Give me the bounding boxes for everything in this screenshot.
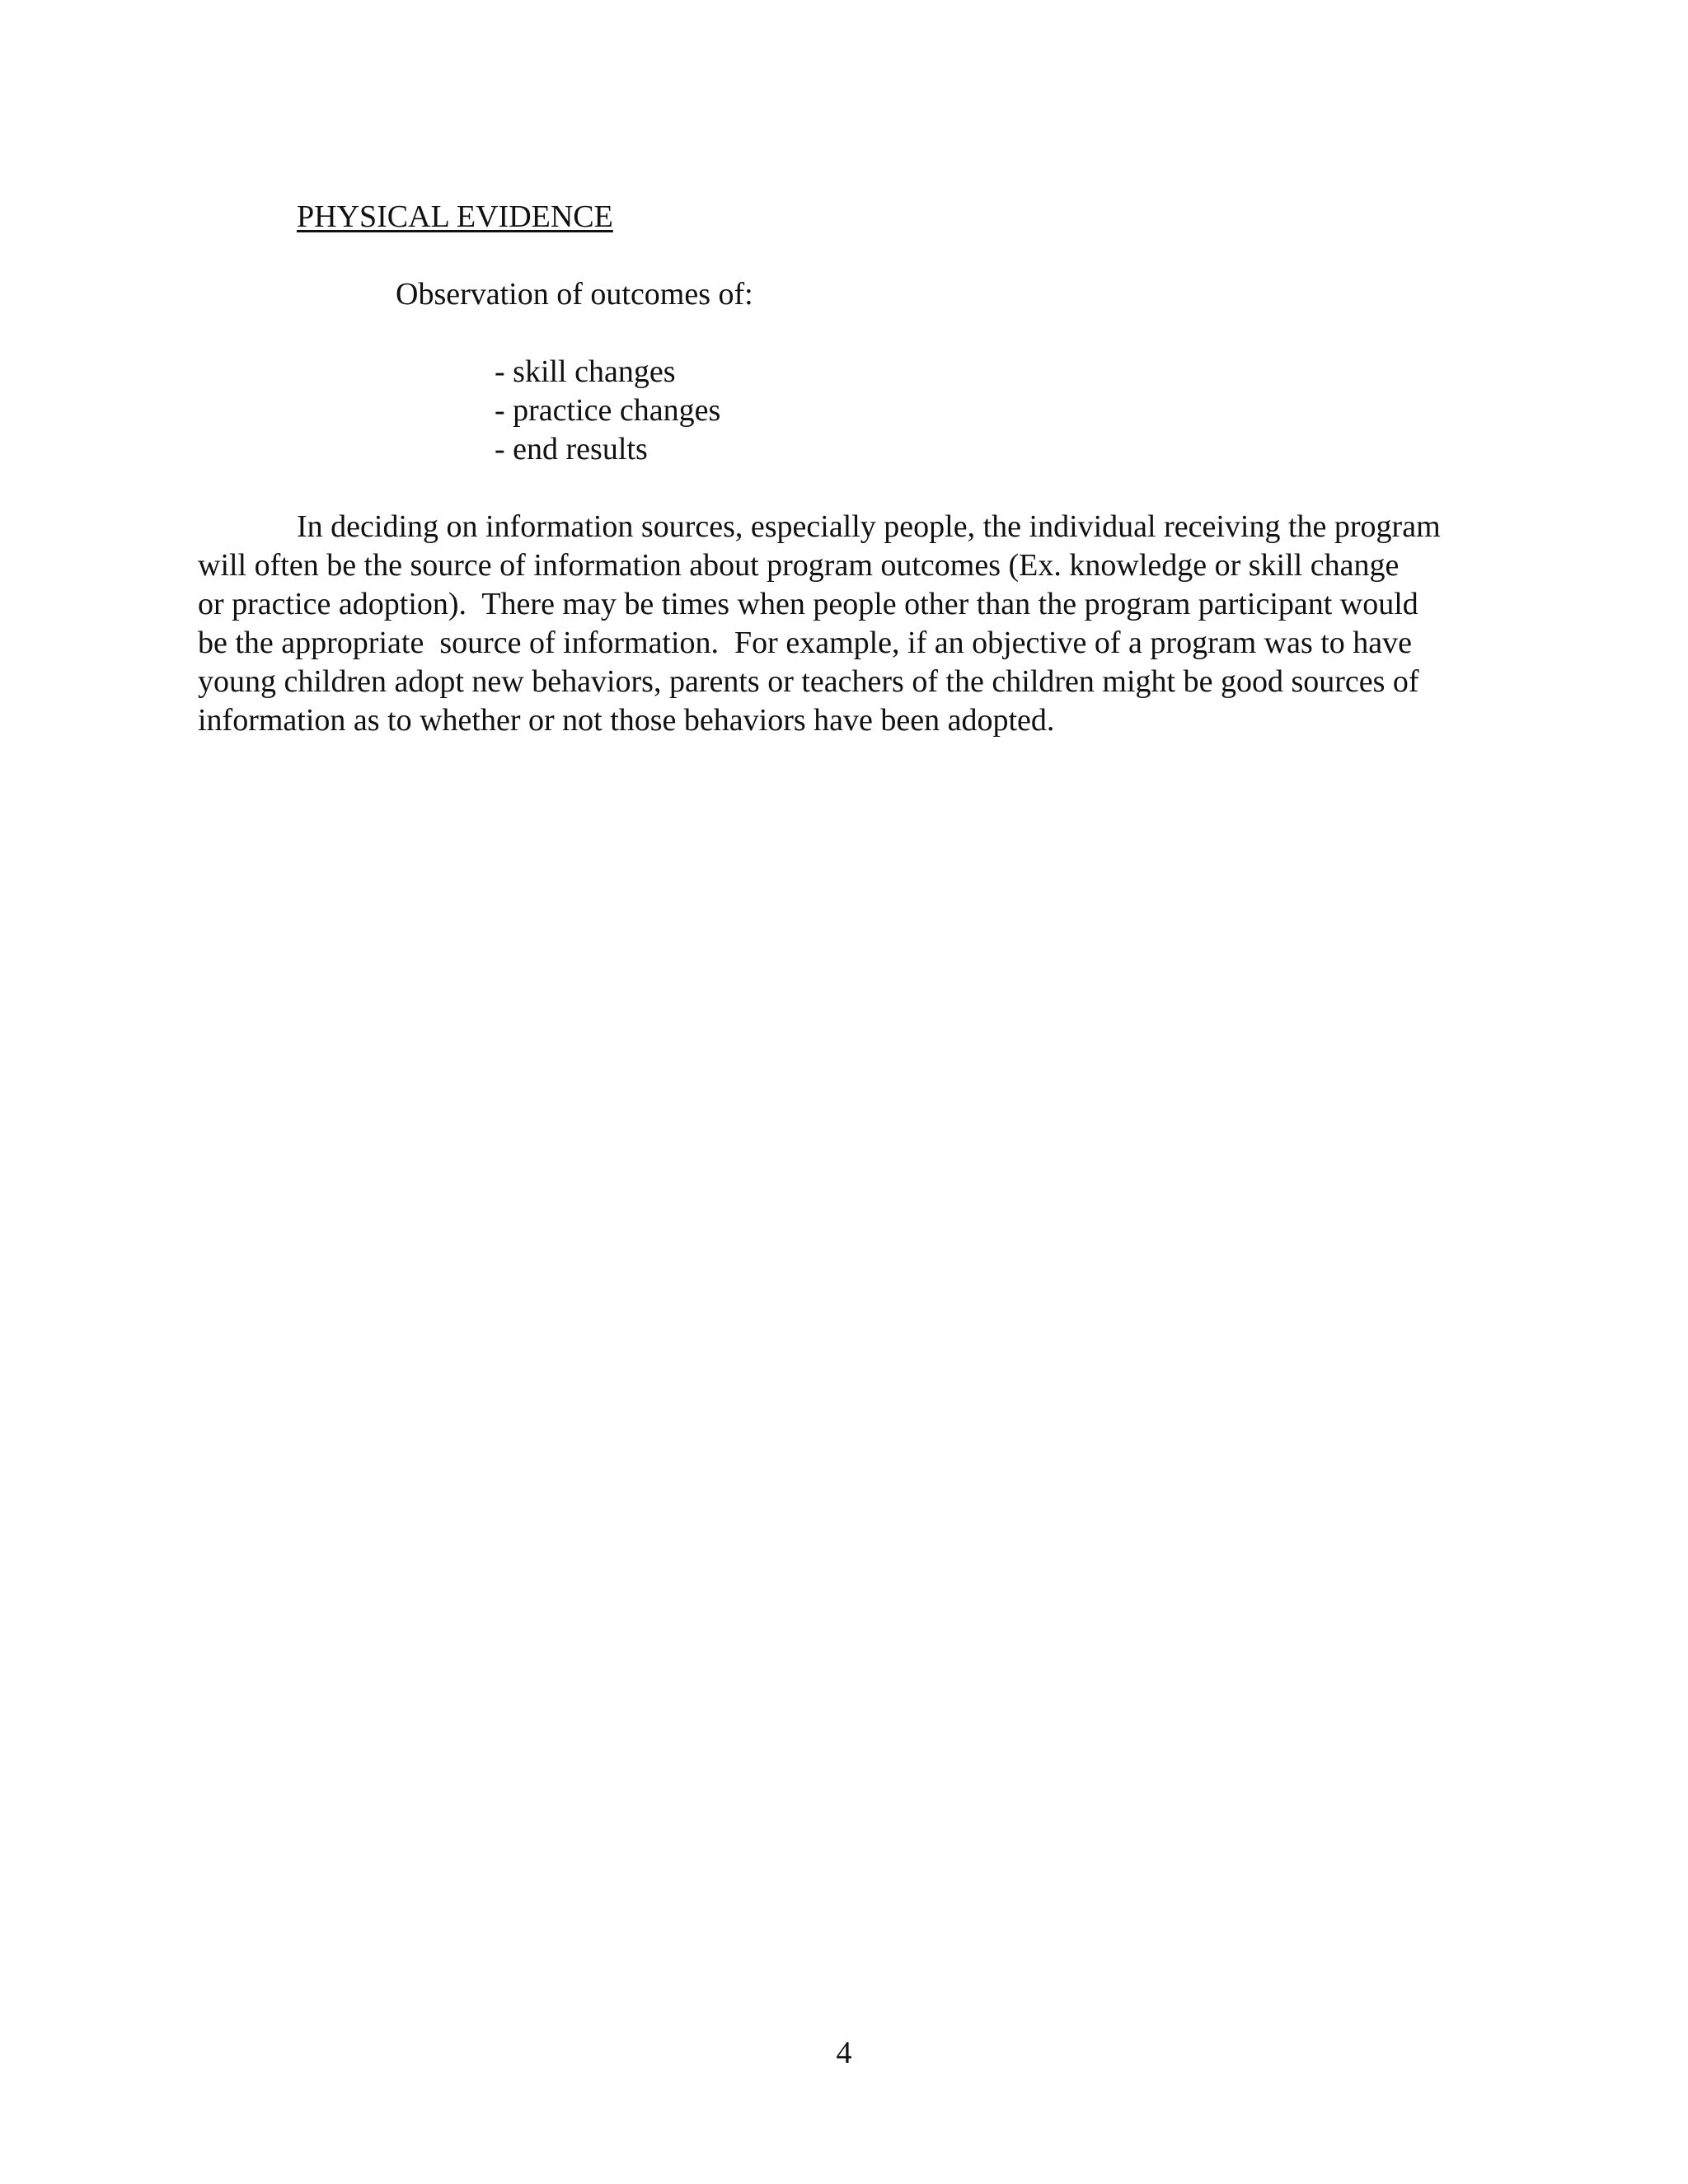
outcome-item-skill-changes: - skill changes [495,354,676,389]
paragraph-line-4: be the appropriate source of information. For example, if an objective of a program was to have [198,626,1413,660]
paragraph-line-3: or practice adoption). There may be times when people other than the program participant would [198,587,1418,621]
paragraph-line-6: information as to whether or not those behaviors have been adopted. [198,703,1055,738]
outcome-item-practice-changes: - practice changes [495,393,721,428]
section-heading: PHYSICAL EVIDENCE [297,199,613,234]
outcome-item-end-results: - end results [495,432,648,466]
paragraph-line-1: In deciding on information sources, especially people, the individual receiving the program [297,509,1441,544]
body-paragraph [198,508,1484,740]
page-number: 4 [836,2036,852,2070]
paragraph-line-5: young children adopt new behaviors, parents or teachers of the children might be good sources of [198,664,1419,699]
paragraph-line-2: will often be the source of information about program outcomes (Ex. knowledge or skill change [198,548,1400,583]
intro-line: Observation of outcomes of: [396,277,753,312]
outcome-list [495,353,720,469]
